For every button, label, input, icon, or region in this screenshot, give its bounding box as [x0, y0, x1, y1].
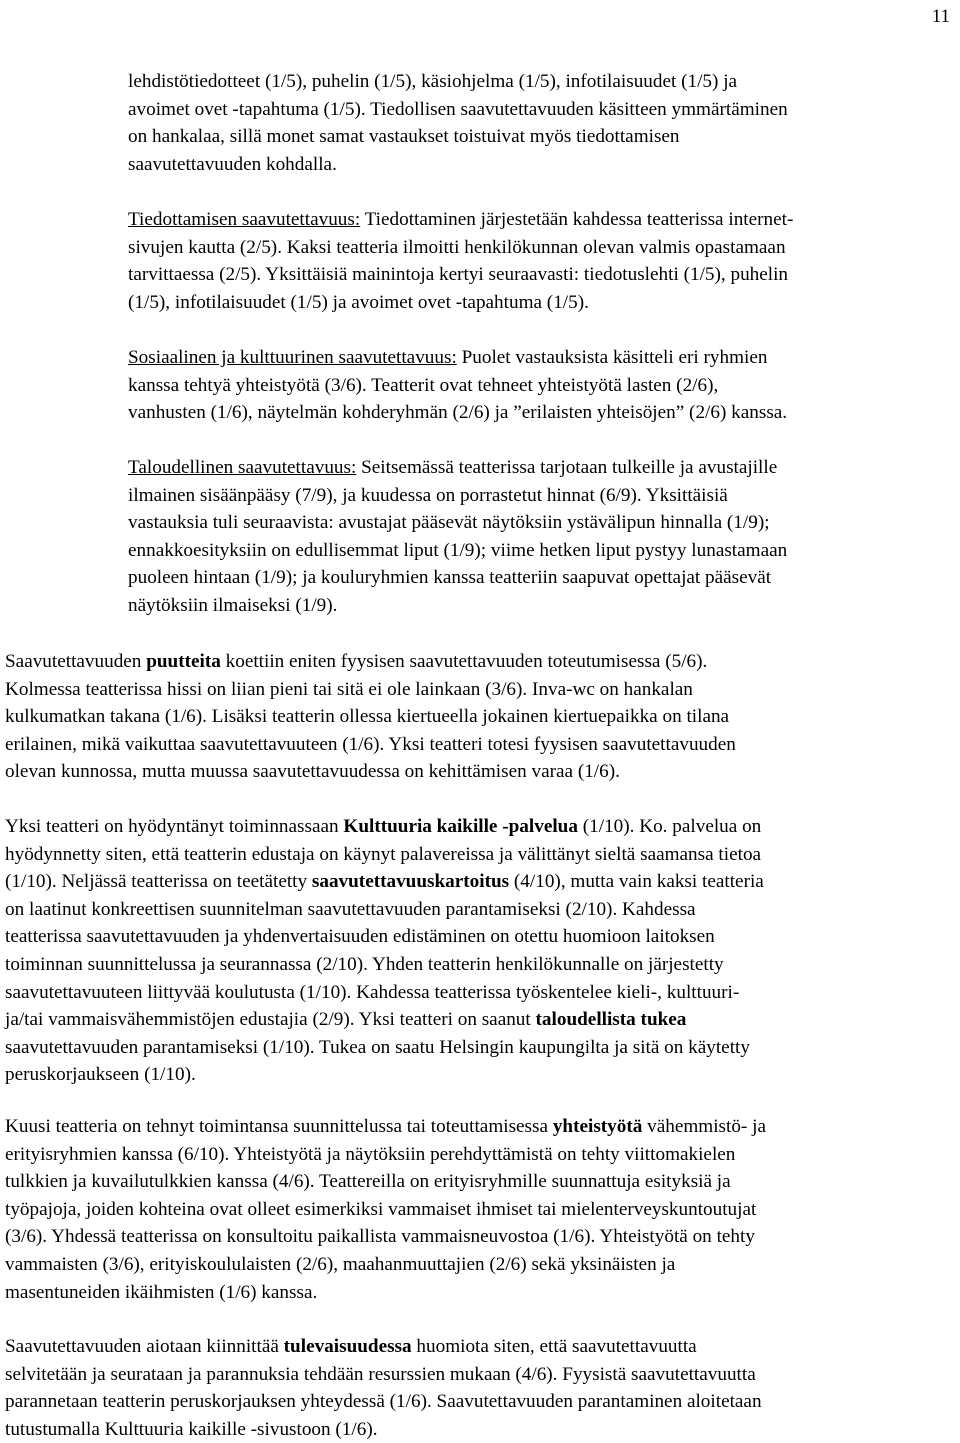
paragraph-yhteistyota — [5, 1113, 766, 1306]
text-line: tutustumalla Kulttuuria kaikille -sivustoon (1/6). — [5, 1418, 378, 1440]
text-line: tarvittaessa (2/5). Yksittäisiä mainintoja kertyi seuraavasti: tiedotuslehti (1/5), puhelin — [128, 264, 789, 286]
text-line: erityisryhmien kanssa (6/10). Yhteistyötä ja näytöksiin perehdyttämistä on tehty viittomakielen — [5, 1143, 736, 1165]
text-line: saavutettavuuteen liittyvää koulutusta (1/10). Kahdessa teatterissa työskentelee kieli-, kulttuuri- — [5, 981, 740, 1003]
emphasis: yhteistyötä — [552, 1116, 643, 1137]
text-line: näytöksiin ilmaiseksi (1/9). — [128, 594, 338, 616]
paragraph-tiedottamisen-saavutettavuus — [128, 206, 793, 316]
text-line: (1/10). Neljässä teatterissa on teetätetty saavutettavuuskartoitus (4/10), mutta vain kaksi teatteria — [5, 871, 764, 893]
text-line: sivujen kautta (2/5). Kaksi teatteria ilmoitti henkilökunnan olevan valmis opastamaan — [128, 236, 786, 258]
paragraph-tiedollinen-continuation — [128, 68, 788, 178]
section-heading: Taloudellinen saavutettavuus: — [128, 457, 357, 478]
text-line: (3/6). Yhdessä teatterissa on konsultoitu paikallista vammaisneuvostoa (1/6). Yhteistyötä on tehty — [5, 1226, 755, 1248]
text-line: toiminnan suunnittelussa ja seurannassa (2/10). Yhden teatterin henkilökunnalle on järjestetty — [5, 953, 724, 975]
text-line: peruskorjaukseen (1/10). — [5, 1064, 196, 1086]
text-line: selvitetään ja seurataan ja parannuksia tehdään resurssien mukaan (4/6). Fyysistä saavutettavuutta — [5, 1363, 756, 1385]
text-line: vanhusten (1/6), näytelmän kohderyhmän (2/6) ja ”erilaisten yhteisöjen” (2/6) kanssa. — [128, 402, 788, 424]
paragraph-kulttuuria-kaikille — [5, 813, 764, 1089]
emphasis: Kulttuuria kaikille -palvelua — [343, 816, 578, 837]
text-line: saavutettavuuden kohdalla. — [128, 153, 337, 175]
text-line: avoimet ovet -tapahtuma (1/5). Tiedollisen saavutettavuuden käsitteen ymmärtäminen — [128, 98, 788, 120]
text-line: parannetaan teatterin peruskorjauksen yhteydessä (1/6). Saavutettavuuden parantaminen aloitetaan — [5, 1391, 762, 1413]
text-line: lehdistötiedotteet (1/5), puhelin (1/5), käsiohjelma (1/5), infotilaisuudet (1/5) ja — [128, 71, 738, 92]
paragraph-puutteita — [5, 648, 736, 786]
text-line: työpajoja, joiden kohteina ovat olleet esimerkiksi vammaiset ihmiset tai mielenterveyskuntoutujat — [5, 1198, 757, 1220]
section-heading: Sosiaalinen ja kulttuurinen saavutettavuus: — [128, 347, 457, 368]
text-line: Saavutettavuuden puutteita koettiin eniten fyysisen saavutettavuuden toteutumisessa (5/6). — [5, 651, 708, 672]
emphasis: tulevaisuudessa — [283, 1336, 412, 1357]
text-line: kanssa tehtyä yhteistyötä (3/6). Teatterit ovat tehneet yhteistyötä lasten (2/6), — [128, 374, 719, 396]
text-line: Kolmessa teatterissa hissi on liian pieni tai sitä ei ole lainkaan (3/6). Inva-wc on hankalan — [5, 678, 693, 700]
text-line: on hankalaa, sillä monet samat vastaukset toistuivat myös tiedottamisen — [128, 126, 680, 148]
paragraph-taloudellinen-saavutettavuus — [128, 454, 787, 620]
text-line: olevan kunnossa, mutta muussa saavutettavuudessa on kehittämisen varaa (1/6). — [5, 761, 620, 783]
emphasis: saavutettavuuskartoitus — [311, 871, 510, 893]
text-line: masentuneiden ikäihmisten (1/6) kanssa. — [5, 1281, 318, 1303]
text-line: Saavutettavuuden aiotaan kiinnittää tulevaisuudessa huomiota siten, että saavutettavuutta — [5, 1336, 697, 1357]
emphasis: puutteita — [146, 651, 221, 672]
text-line: erilainen, mikä vaikuttaa saavutettavuuteen (1/6). Yksi teatteri totesi fyysisen saavutettavuuden — [5, 733, 736, 755]
page-number: 11 — [931, 6, 950, 27]
text-line: on laatinut konkreettisen suunnitelman saavutettavuuden parantamiseksi (2/10). Kahdessa — [5, 898, 696, 920]
text-line: ennakkoesityksiin on edullisemmat liput (1/9); viime hetken liput pystyy lunastamaan — [128, 539, 788, 561]
text-line: puoleen hintaan (1/9); ja kouluryhmien kanssa teatteriin saapuvat opettajat pääsevät — [128, 567, 772, 589]
section-heading: Tiedottamisen saavutettavuus: — [128, 209, 361, 230]
text-line: Sosiaalinen ja kulttuurinen saavutettavuus: Puolet vastauksista käsitteli eri ryhmien — [128, 347, 768, 368]
paragraph-tulevaisuudessa — [5, 1333, 762, 1443]
text-line: Tiedottamisen saavutettavuus: Tiedottaminen järjestetään kahdessa teatterissa internet- — [128, 209, 794, 230]
text-line: kulkumatkan takana (1/6). Lisäksi teatterin ollessa kiertueella jokainen kiertuepaikka on tilana — [5, 706, 730, 728]
text-line: ja/tai vammaisvähemmistöjen edustajia (2/9). Yksi teatteri on saanut taloudellista tukea — [5, 1009, 687, 1031]
text-line: Taloudellinen saavutettavuus: Seitsemässä teatterissa tarjotaan tulkeille ja avustajille — [128, 457, 778, 478]
emphasis: taloudellista tukea — [535, 1009, 687, 1031]
text-line: Kuusi teatteria on tehnyt toimintansa suunnittelussa tai toteuttamisessa yhteistyötä vähemmistö- ja — [5, 1116, 766, 1137]
text-line: teatterissa saavutettavuuden ja yhdenvertaisuuden edistäminen on otettu huomioon laitoksen — [5, 926, 715, 948]
text-line: hyödynnetty siten, että teatterin edustaja on käynyt palavereissa ja välittänyt sieltä saamansa tietoa — [5, 843, 762, 865]
text-line: (1/5), infotilaisuudet (1/5) ja avoimet ovet -tapahtuma (1/5). — [128, 291, 589, 313]
text-line: vastauksia tuli seuraavista: avustajat pääsevät näytöksiin ystävälipun hinnalla (1/9); — [128, 512, 770, 534]
text-line: saavutettavuuden parantamiseksi (1/10). Tukea on saatu Helsingin kaupungilta ja sitä on käytetty — [5, 1036, 750, 1058]
text-line: ilmainen sisäänpääsy (7/9), ja kuudessa on porrastetut hinnat (6/9). Yksittäisiä — [128, 484, 728, 506]
text-line: vammaisten (3/6), erityiskoululaisten (2/6), maahanmuuttajien (2/6) sekä yksinäisten ja — [5, 1253, 676, 1275]
text-line: tulkkien ja kuvailutulkkien kanssa (4/6). Teattereilla on erityisryhmille suunnattuja esityksiä ja — [5, 1171, 731, 1193]
text-line: Yksi teatteri on hyödyntänyt toiminnassaan Kulttuuria kaikille -palvelua (1/10). Ko. palvelua on — [5, 816, 762, 837]
paragraph-sosiaalinen-saavutettavuus — [128, 344, 787, 427]
